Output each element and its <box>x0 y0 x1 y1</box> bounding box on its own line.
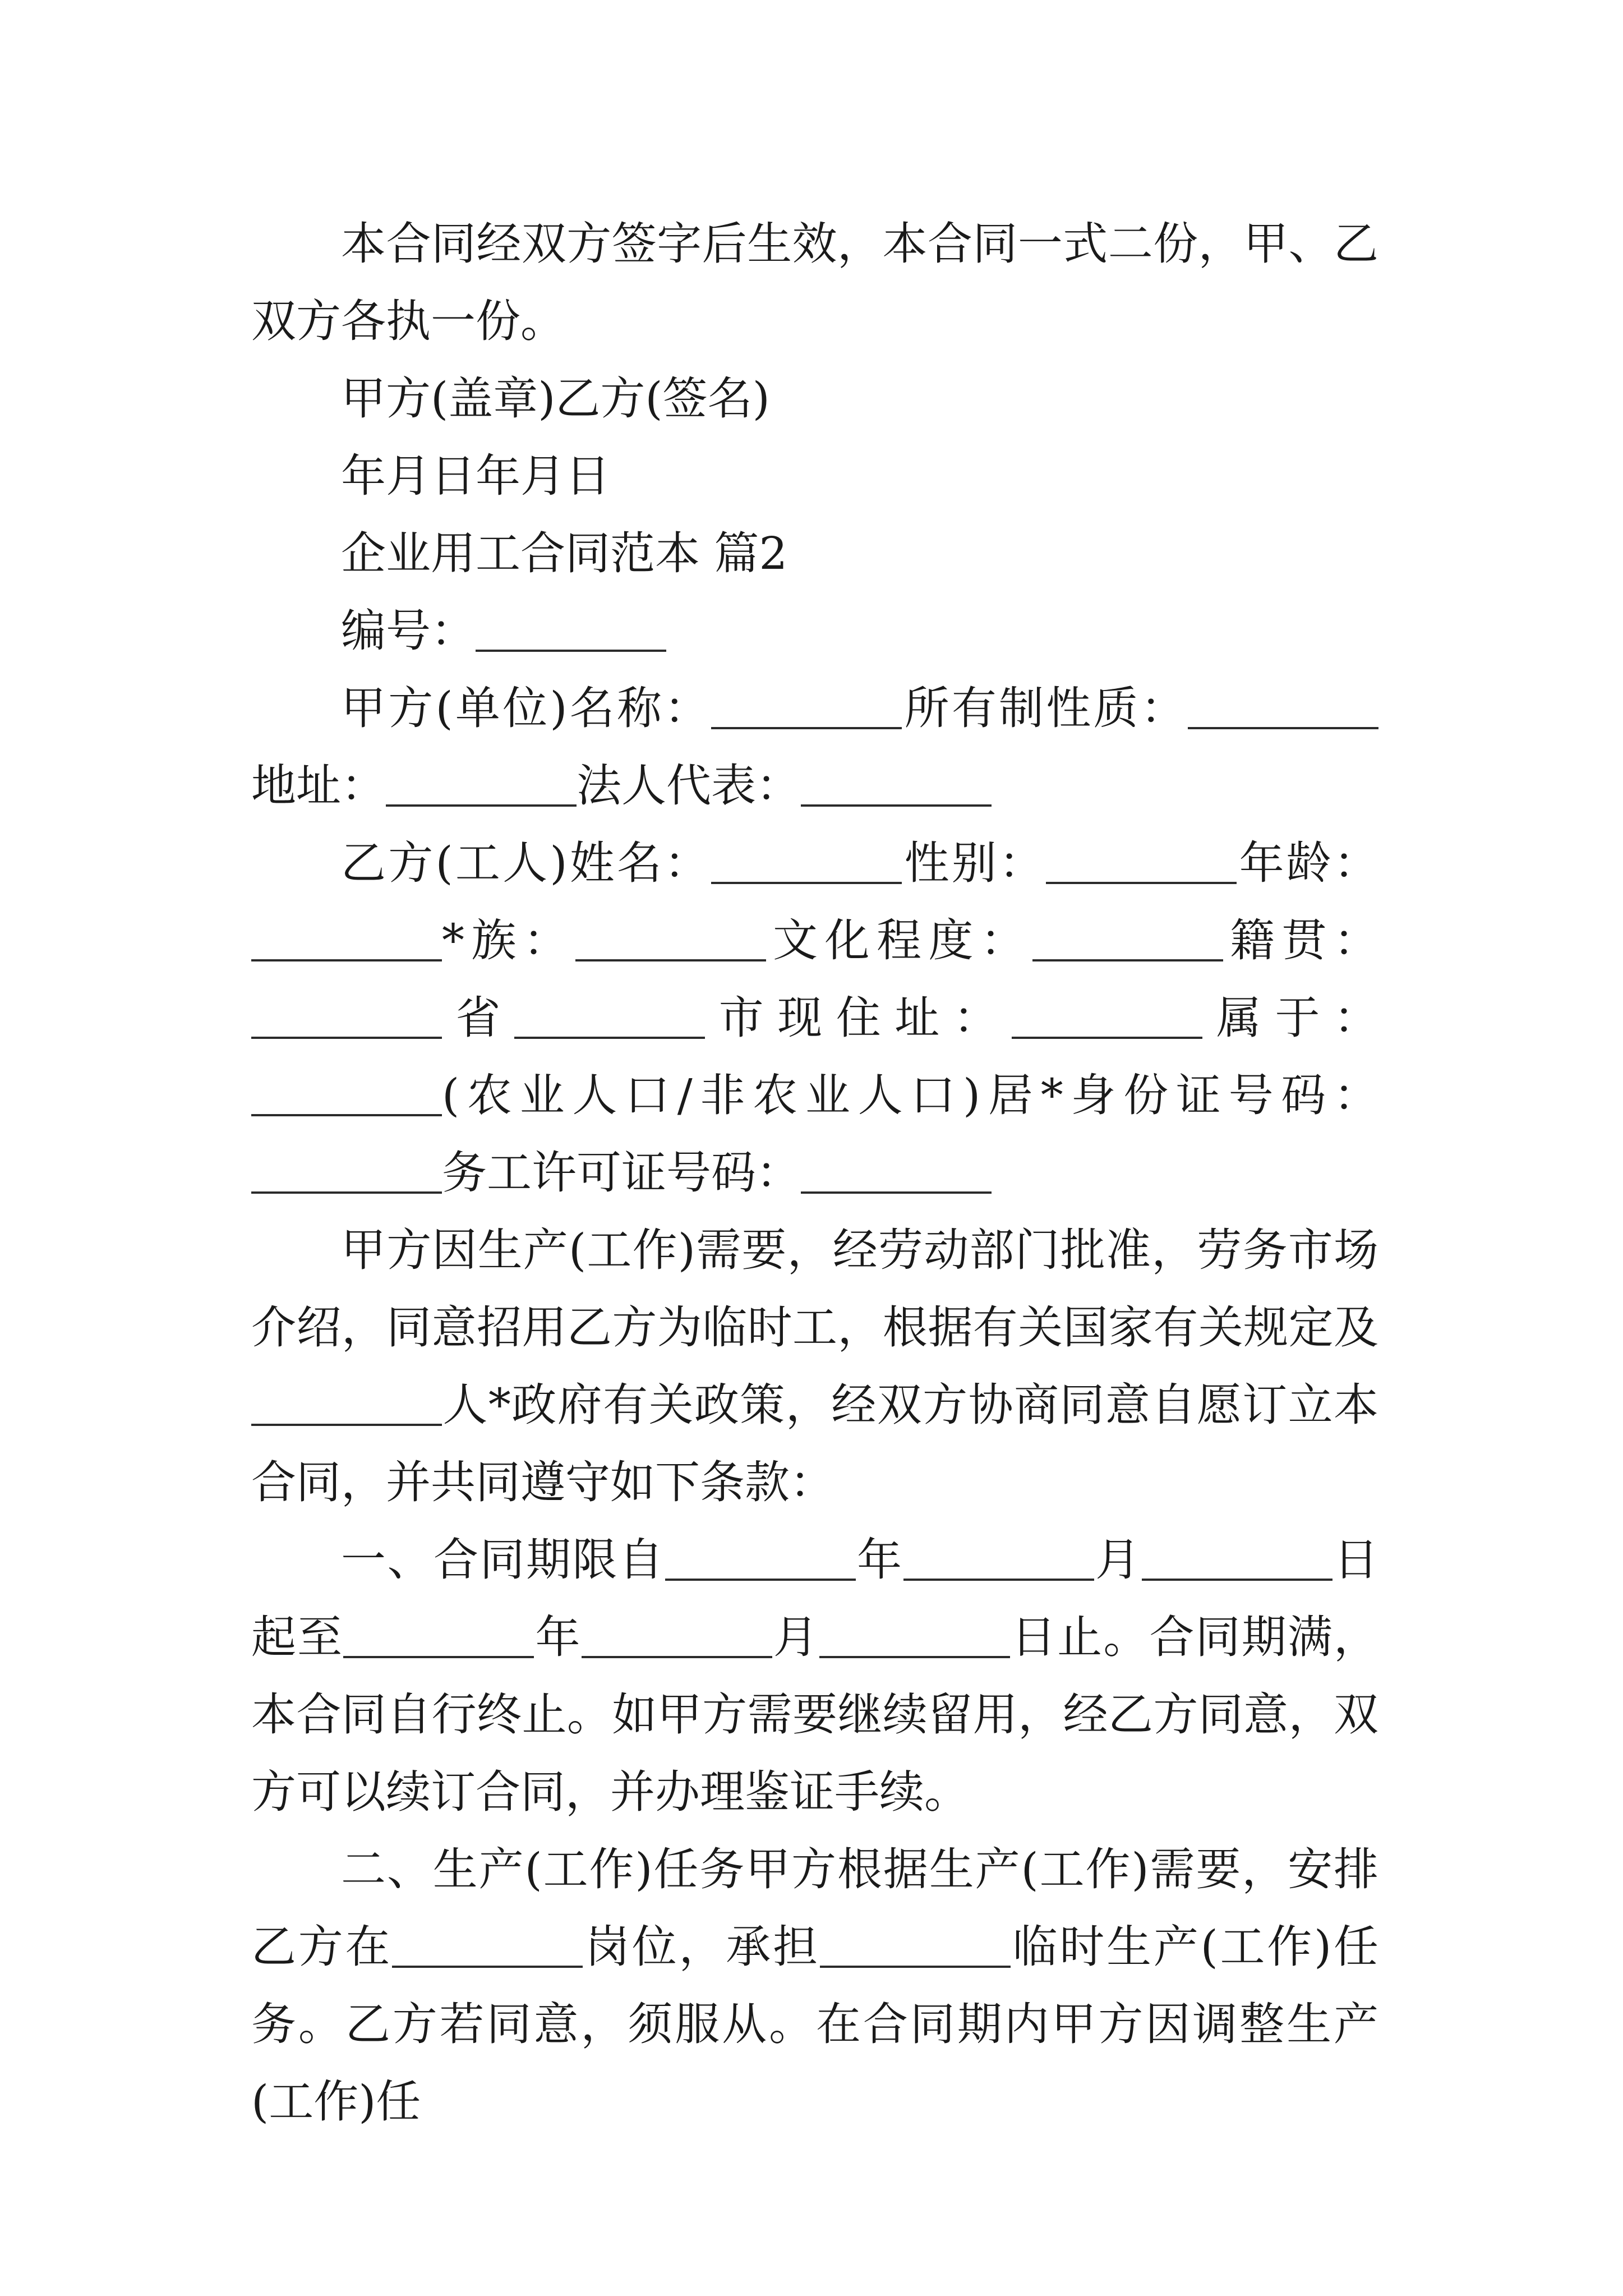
paragraph-text: 所有制性质： <box>902 682 1188 734</box>
paragraph-text: 年 <box>855 1534 903 1586</box>
paragraph-text: 甲方(盖章)乙方(签名) <box>341 372 770 425</box>
paragraph-text: (农业人口/非农业人口)居*身份证号码： <box>442 1069 1378 1121</box>
fill-in-blank <box>343 1611 534 1658</box>
paragraph-text: 月 <box>1094 1534 1142 1586</box>
fill-in-blank <box>1032 914 1223 961</box>
paragraph-text: 日止。合同期满，本合同自行终止。如甲方需要继续留用，经乙方同意，双方可以续订合同，并办理鉴证手续。 <box>251 1611 1379 1818</box>
paragraph-text: 性别： <box>902 837 1046 889</box>
fill-in-blank <box>514 992 705 1039</box>
paragraph-text: 甲方(单位)名称： <box>341 682 712 734</box>
paragraph-text: 企业用工合同范本 篇2 <box>341 527 788 579</box>
paragraph <box>251 360 1378 438</box>
fill-in-blank <box>251 914 442 961</box>
paragraph <box>251 592 1378 670</box>
fill-in-blank <box>801 1147 992 1194</box>
paragraph-text: 编号： <box>341 605 476 657</box>
paragraph-text: 法人代表： <box>577 760 801 812</box>
paragraph-text: 地址： <box>251 760 386 812</box>
fill-in-blank <box>820 1921 1011 1968</box>
fill-in-blank <box>476 605 666 652</box>
paragraph-text: 年月日年月日 <box>341 450 610 502</box>
paragraph <box>251 1521 1378 1831</box>
fill-in-blank <box>801 760 992 807</box>
fill-in-blank <box>392 1921 583 1968</box>
paragraph-text: 临时生产(工作)任务。乙方若同意，须服从。在合同期内甲方因调整生产(工作)任 <box>251 1921 1379 2128</box>
paragraph <box>251 205 1378 360</box>
paragraph-text: 年 <box>534 1611 582 1663</box>
paragraph-text: 籍贯： <box>1223 914 1378 967</box>
paragraph-text: 人*政府有关政策，经双方协商同意自愿订立本合同，并共同遵守如下条款： <box>251 1379 1378 1508</box>
fill-in-blank <box>711 837 902 884</box>
paragraph-text: 省 <box>442 992 515 1044</box>
document-body <box>251 205 1378 2141</box>
paragraph-text: 务工许可证号码： <box>442 1147 801 1199</box>
fill-in-blank <box>665 1534 856 1581</box>
paragraph <box>251 670 1378 825</box>
paragraph <box>251 1831 1378 2141</box>
fill-in-blank <box>386 760 577 807</box>
fill-in-blank <box>251 992 442 1039</box>
fill-in-blank <box>1046 837 1237 884</box>
paragraph-text: 属于： <box>1202 992 1379 1044</box>
fill-in-blank <box>1188 682 1378 729</box>
fill-in-blank <box>251 1069 442 1116</box>
paragraph <box>251 1212 1378 1521</box>
paragraph-text: 岗位，承担 <box>583 1921 820 1973</box>
paragraph <box>251 515 1378 592</box>
paragraph-text: 日起至 <box>251 1534 1378 1663</box>
paragraph-text: 乙方(工人)姓名： <box>341 837 712 889</box>
paragraph-text: 文化程度： <box>766 914 1032 967</box>
fill-in-blank <box>903 1534 1094 1581</box>
fill-in-blank <box>711 682 902 729</box>
fill-in-blank <box>1142 1534 1332 1581</box>
fill-in-blank <box>251 1147 442 1194</box>
paragraph-text: 本合同经双方签字后生效，本合同一式二份，甲、乙双方各执一份。 <box>251 218 1378 347</box>
fill-in-blank <box>1012 992 1202 1039</box>
paragraph <box>251 825 1378 1212</box>
paragraph <box>251 438 1378 515</box>
paragraph-text: 甲方因生产(工作)需要，经劳动部门批准，劳务市场介绍，同意招用乙方为临时工，根据有关国家有关规定及 <box>251 1224 1378 1354</box>
paragraph-text: *族： <box>442 914 575 967</box>
paragraph-text: 年龄： <box>1237 837 1379 889</box>
paragraph-text: 市现住址： <box>705 992 1012 1044</box>
fill-in-blank <box>251 1379 442 1426</box>
paragraph-text: 月 <box>772 1611 819 1663</box>
fill-in-blank <box>582 1611 772 1658</box>
paragraph-text: 一、合同期限自 <box>341 1534 665 1586</box>
fill-in-blank <box>575 914 766 961</box>
fill-in-blank <box>819 1611 1010 1658</box>
paragraph-text: 二、生产(工作)任务甲方根据生产(工作)需要，安排乙方在 <box>251 1843 1378 1973</box>
